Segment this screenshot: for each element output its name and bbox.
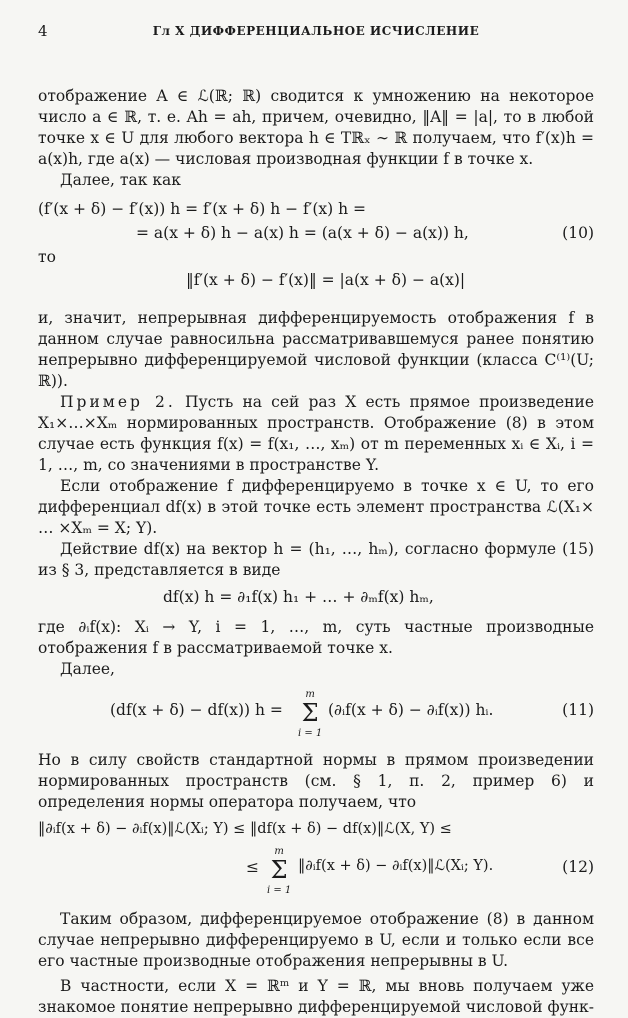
paragraph-4	[38, 392, 594, 476]
paragraph-4-text: Пусть на сей раз X есть прямое произведение X₁×…×Xₘ нормированных пространств. Отображение (8) в этом случае есть функция f(x) = f(x₁, …, xₘ) от m переменных xᵢ ∈ Xᵢ, i = 1, …, m, со значениями в пространстве Y.	[38, 393, 595, 474]
paragraph-5: Если отображение f дифференцируемо в точке x ∈ U, то его дифференциал df(x) в этой точке есть элемент пространства ℒ(X₁× … ×Xₘ = X; Y).	[38, 477, 594, 537]
equation-10-number: (10)	[562, 224, 594, 242]
sigma-icon: Σ	[270, 856, 288, 884]
equation-12-number: (12)	[562, 858, 594, 876]
equation-12-line-1	[38, 819, 594, 843]
sum-symbol-12	[267, 843, 291, 897]
sum-upper-limit-11: m	[305, 689, 315, 700]
equation-10-line-2	[38, 223, 594, 247]
sigma-icon: Σ	[301, 699, 319, 727]
paragraph-1: отображение A ∈ ℒ(ℝ; ℝ) сводится к умножению на некоторое число a ∈ ℝ, т. е. Ah = ah, причем, очевидно, ‖A‖ = |a|, то в любой точке x ∈ U для любого вектора h ∈ Tℝₓ ∼ ℝ получаем, что f′(x)h = a(x)h, где a(x) — числовая производная функции f в точке x.	[38, 87, 594, 168]
paragraph-6: Действие df(x) на вектор h = (h₁, …, hₘ), согласно формуле (15) из § 3, представляется в виде	[38, 540, 594, 579]
then-word: то	[38, 248, 56, 266]
paragraph-11: В частности, если X = ℝᵐ и Y = ℝ, мы вновь получаем уже знакомое понятие непрерывно дифференцируемой числовой функ-	[38, 977, 594, 1016]
paragraph-9: Но в силу свойств стандартной нормы в прямом произведении нормированных пространств (см. § 1, п. 2, пример 6) и определения нормы оператора получаем, что	[38, 751, 594, 811]
equation-11-number: (11)	[562, 701, 594, 719]
equation-11-left: (df(x + δ) − df(x)) h =	[110, 701, 283, 719]
sum-symbol-11	[298, 686, 322, 740]
sum-lower-limit-12: i = 1	[267, 885, 292, 896]
sum-upper-limit-12: m	[274, 846, 284, 857]
equation-12-le: ≤	[246, 858, 259, 876]
paragraph-8: Далее,	[60, 660, 115, 678]
equation-10-text-2: = a(x + δ) h − a(x) h = (a(x + δ) − a(x)) h,	[136, 224, 469, 242]
equation-12-text-2: ‖∂ᵢf(x + δ) − ∂ᵢf(x)‖ℒ(Xᵢ; Y).	[298, 858, 494, 874]
equation-12-text-1: ‖∂ᵢf(x + δ) − ∂ᵢf(x)‖ℒ(Xᵢ; Y) ≤ ‖df(x + δ) − df(x)‖ℒ(X, Y) ≤	[38, 821, 452, 837]
page	[38, 22, 594, 1018]
paragraph-7: где ∂ᵢf(x): Xᵢ → Y, i = 1, …, m, суть частные производные отображения f в рассматриваемой точке x.	[38, 618, 594, 657]
equation-11	[38, 686, 594, 738]
equation-11-right: (∂ᵢf(x + δ) − ∂ᵢf(x)) hᵢ.	[328, 701, 494, 719]
sum-lower-limit-11: i = 1	[298, 728, 323, 739]
running-title: Гл X ДИФФЕРЕНЦИАЛЬНОЕ ИСЧИСЛЕНИЕ	[152, 24, 480, 38]
paragraph-10: Таким образом, дифференцируемое отображение (8) в данном случае непрерывно дифференцируемо в U, если и только если все его частные производные отображения непрерывны в U.	[38, 910, 594, 970]
page-header	[38, 22, 594, 46]
paragraph-3: и, значит, непрерывная дифференцируемость отображения f в данном случае равносильна рассматривавшемуся ранее понятию непрерывно дифференцируемой числовой функции (класса C⁽¹⁾(U; ℝ)).	[38, 309, 594, 390]
equation-norm	[38, 270, 594, 294]
page-number: 4	[38, 22, 48, 40]
equation-df-text: df(x) h = ∂₁f(x) h₁ + … + ∂ₘf(x) hₘ,	[163, 588, 434, 606]
paragraph-2: Далее, так как	[60, 171, 181, 189]
example-label: Пример 2.	[60, 393, 176, 411]
equation-12-line-2	[38, 843, 594, 895]
equation-10-line-1	[38, 199, 594, 223]
equation-df	[38, 587, 594, 611]
equation-norm-text: ‖f′(x + δ) − f′(x)‖ = |a(x + δ) − a(x)|	[186, 271, 466, 289]
equation-10-text-1: (f′(x + δ) − f′(x)) h = f′(x + δ) h − f′(x) h =	[38, 200, 366, 218]
